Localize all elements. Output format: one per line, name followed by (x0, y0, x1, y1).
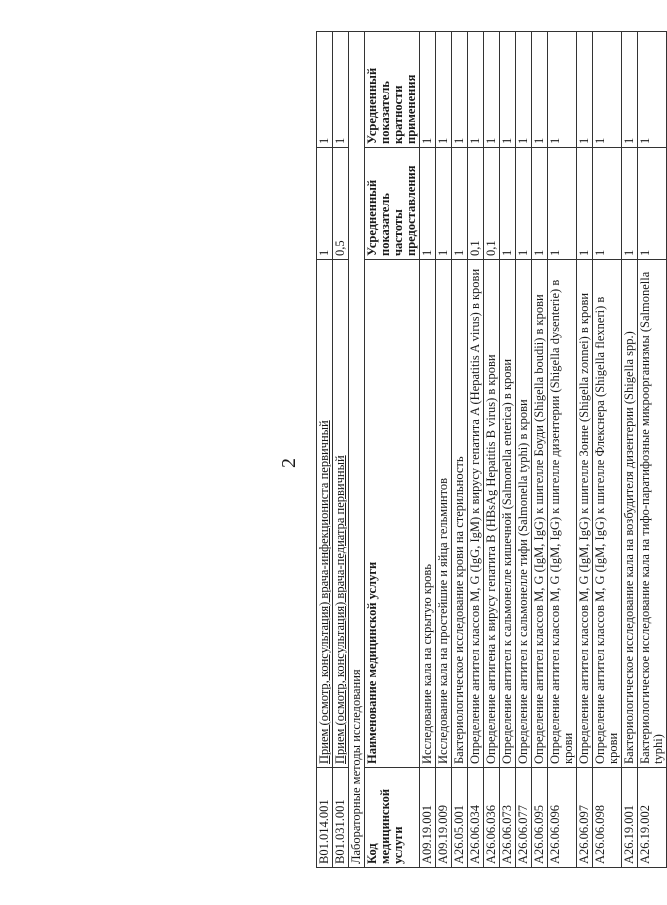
name-cell: Определение антител классов M, G (IgG, IgM) к вирусу гепатита A (Hepatitis A virus) в крови (468, 260, 484, 768)
multiplicity-cell: 1 (622, 32, 638, 148)
code-cell: B01.031.001 (333, 768, 349, 868)
code-cell: A26.19.002 (638, 768, 667, 868)
frequency-cell: 1 (593, 148, 622, 260)
multiplicity-cell: 1 (532, 32, 548, 148)
multiplicity-cell: 1 (484, 32, 500, 148)
frequency-cell: 1 (436, 148, 452, 260)
name-cell: Определение антител классов M, G (IgM, IgG) к шигелле Флекснера (Shigella flexneri) в крови (593, 260, 622, 768)
table-row (452, 32, 468, 868)
name-cell: Бактериологическое исследование крови на стерильность (452, 260, 468, 768)
header-row (365, 32, 420, 868)
table-row (420, 32, 436, 868)
frequency-cell: 1 (548, 148, 577, 260)
name-cell: Бактериологическое исследование кала на возбудителя дизентерии (Shigella spp.) (622, 260, 638, 768)
code-cell: A26.06.095 (532, 768, 548, 868)
name-cell: Определение антител к сальмонелле тифи (Salmonella typhi) в крови (516, 260, 532, 768)
frequency-cell: 0,1 (468, 148, 484, 260)
table-row (532, 32, 548, 868)
name-cell: Определение антител классов M, G (IgM, IgG) к шигелле Боуди (Shigella boudii) в крови (532, 260, 548, 768)
table-row (577, 32, 593, 868)
name-cell: Исследование кала на простейшие и яйца гельминтов (436, 260, 452, 768)
name-cell: Определение антител классов M, G (IgM, IgG) к шигелле Зонне (Shigella zonnei) в крови (577, 260, 593, 768)
frequency-cell: 1 (577, 148, 593, 260)
multiplicity-cell: 1 (317, 32, 333, 148)
code-cell: A26.06.098 (593, 768, 622, 868)
frequency-cell: 1 (638, 148, 667, 260)
code-cell: A26.05.001 (452, 768, 468, 868)
code-cell: A26.06.034 (468, 768, 484, 868)
header-name: Наименование медицинской услуги (365, 260, 420, 768)
multiplicity-cell: 1 (468, 32, 484, 148)
table-row (333, 32, 349, 868)
header-frequency: Усредненный показатель частоты предоставления (365, 148, 420, 260)
header-code: Код медицинской услуги (365, 768, 420, 868)
frequency-cell: 0,1 (484, 148, 500, 260)
frequency-cell: 1 (420, 148, 436, 260)
code-cell: A26.06.097 (577, 768, 593, 868)
frequency-cell: 0,5 (333, 148, 349, 260)
code-cell: A26.19.001 (622, 768, 638, 868)
table-row (548, 32, 577, 868)
frequency-cell: 1 (516, 148, 532, 260)
frequency-cell: 1 (622, 148, 638, 260)
table-row (436, 32, 452, 868)
table-row (500, 32, 516, 868)
multiplicity-cell: 1 (548, 32, 577, 148)
multiplicity-cell: 1 (593, 32, 622, 148)
multiplicity-cell: 1 (500, 32, 516, 148)
frequency-cell: 1 (500, 148, 516, 260)
name-cell: Определение антител классов M, G (IgM, IgG) к шигелле дизентерии (Shigella dysenterie) в крови (548, 260, 577, 768)
multiplicity-cell: 1 (577, 32, 593, 148)
name-cell: Бактериологическое исследование кала на тифо-паратифозные микроорганизмы (Salmonella typhi) (638, 260, 667, 768)
multiplicity-cell: 1 (452, 32, 468, 148)
section-title: Лабораторные методы исследования (349, 32, 365, 868)
rotated-page (30, 20, 665, 880)
multiplicity-cell: 1 (420, 32, 436, 148)
services-table (316, 31, 667, 868)
code-cell: A09.19.009 (436, 768, 452, 868)
frequency-cell: 1 (317, 148, 333, 260)
code-cell: B01.014.001 (317, 768, 333, 868)
code-cell: A26.06.077 (516, 768, 532, 868)
name-cell: Прием (осмотр, консультация) врача-педиатра первичный (333, 260, 349, 768)
frequency-cell: 1 (452, 148, 468, 260)
code-cell: A09.19.001 (420, 768, 436, 868)
name-cell: Определение антигена к вирусу гепатита B (HBsAg Hepatitis B virus) в крови (484, 260, 500, 768)
code-cell: A26.06.096 (548, 768, 577, 868)
multiplicity-cell: 1 (638, 32, 667, 148)
table-row (638, 32, 667, 868)
table-row (484, 32, 500, 868)
multiplicity-cell: 1 (516, 32, 532, 148)
multiplicity-cell: 1 (333, 32, 349, 148)
table-row (468, 32, 484, 868)
page-number: 2 (278, 458, 300, 468)
table-row (593, 32, 622, 868)
multiplicity-cell: 1 (436, 32, 452, 148)
name-cell: Исследование кала на скрытую кровь (420, 260, 436, 768)
code-cell: A26.06.036 (484, 768, 500, 868)
name-cell: Прием (осмотр, консультация) врача-инфекциониста первичный (317, 260, 333, 768)
header-multiplicity: Усредненный показатель кратности применения (365, 32, 420, 148)
section-row (349, 32, 365, 868)
table-row (622, 32, 638, 868)
table-row (516, 32, 532, 868)
frequency-cell: 1 (532, 148, 548, 260)
code-cell: A26.06.073 (500, 768, 516, 868)
table-row (317, 32, 333, 868)
name-cell: Определение антител к сальмонелле кишечной (Salmonella enterica) в крови (500, 260, 516, 768)
